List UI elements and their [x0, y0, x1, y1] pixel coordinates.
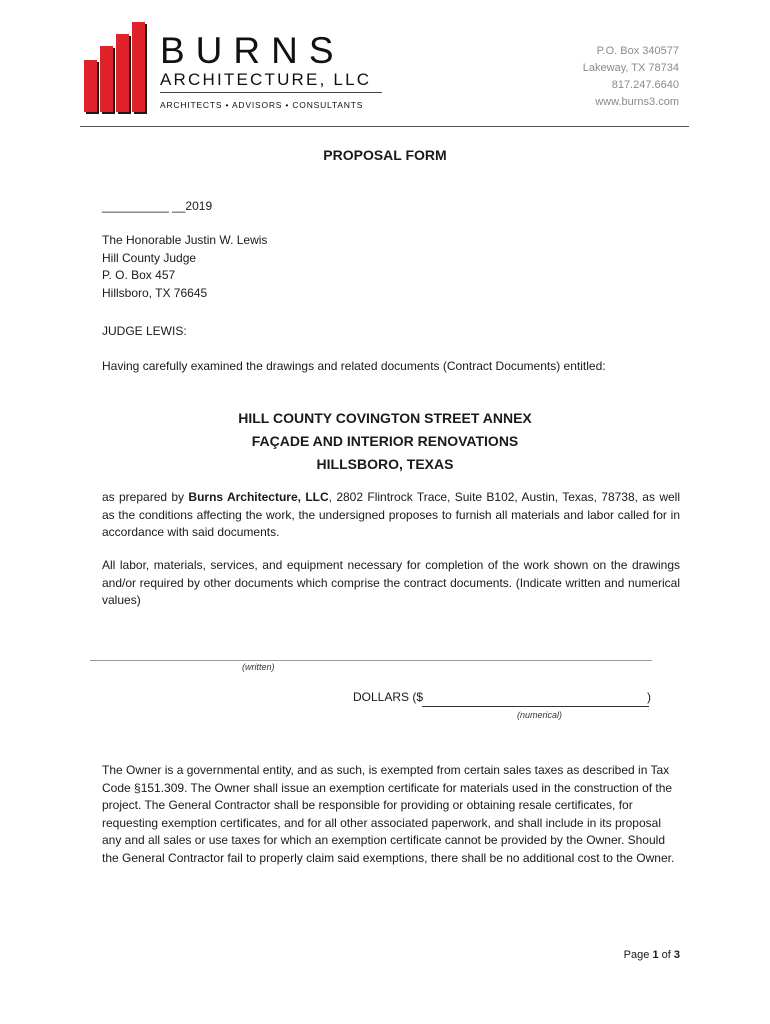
- labor-paragraph: All labor, materials, services, and equipment necessary for completion of the work shown on the drawings and/or required by other documents which comprise the contract documents. (Indicate written and numerical values): [102, 558, 680, 607]
- numerical-value-line[interactable]: [422, 706, 649, 707]
- intro-sentence: Having carefully examined the drawings and related documents (Contract Documents) entitled:: [102, 359, 606, 373]
- logo-company-name: BURNS: [160, 30, 345, 71]
- page-of-word: of: [661, 949, 671, 961]
- logo-bar-4: [132, 22, 145, 112]
- project-location: HILLSBORO, TEXAS: [316, 456, 454, 472]
- dollars-close-paren: ): [647, 690, 651, 704]
- page-number: [624, 949, 680, 961]
- page-total: 3: [673, 949, 680, 961]
- addressee-name: The Honorable Justin W. Lewis: [102, 233, 268, 247]
- contact-po-box: P.O. Box 340577: [596, 45, 679, 57]
- addressee-city: Hillsboro, TX 76645: [102, 286, 208, 300]
- addressee-po-box: P. O. Box 457: [102, 268, 176, 282]
- page-word: Page: [623, 949, 650, 961]
- logo-bar-2: [100, 46, 113, 112]
- contact-block: [583, 43, 679, 111]
- contact-phone: 817.247.6640: [611, 79, 679, 91]
- prepared-firm: Burns Architecture, LLC: [188, 490, 329, 504]
- addressee-title: Hill County Judge: [102, 251, 197, 265]
- logo-bar-1: [84, 60, 97, 112]
- logo-bar-3: [116, 34, 129, 112]
- dollars-label: DOLLARS ($: [353, 690, 424, 704]
- page-title: PROPOSAL FORM: [323, 147, 447, 163]
- contact-website: www.burns3.com: [595, 96, 679, 108]
- logo-company-subtitle: ARCHITECTURE, LLC: [160, 70, 372, 89]
- prepared-rest: , 2802 Flintrock Trace, Suite B102, Austin, Texas, 78738, as well as the conditions affecting the work, the undersigned proposes to furnish all materials and labor called for in accordance with said documents.: [102, 490, 680, 539]
- logo-divider: [160, 92, 382, 93]
- page-current: 1: [652, 949, 659, 961]
- prepared-lead: as prepared by: [102, 490, 189, 504]
- project-name: HILL COUNTY COVINGTON STREET ANNEX: [238, 410, 532, 426]
- header-divider: [80, 126, 689, 127]
- salutation: JUDGE LEWIS:: [102, 324, 187, 338]
- logo-tagline: ARCHITECTS • ADVISORS • CONSULTANTS: [160, 100, 364, 110]
- written-value-line[interactable]: [90, 660, 652, 661]
- written-label: (written): [242, 662, 275, 672]
- tax-exemption-paragraph: The Owner is a governmental entity, and as such, is exempted from certain sales taxes as described in Tax Code §151.309. The Owner shall issue an exemption certificate for materials used in the construction of the project. The General Contractor shall be responsible for providing or obtaining resale certificates, for requesting exemption certificates, and for all other associated paperwork, and shall include in its proposal any and all sales or use taxes for which an exemption certificate cannot be provided by the Owner. Should the General Contractor fail to properly claim said exemptions, there shall be no additional cost to the Owner.: [102, 763, 675, 865]
- project-scope: FAÇADE AND INTERIOR RENOVATIONS: [251, 433, 519, 449]
- contact-city: Lakeway, TX 78734: [582, 62, 679, 74]
- numerical-label: (numerical): [517, 710, 563, 720]
- prepared-by-paragraph: [102, 489, 680, 542]
- date-line: __________ __2019: [102, 199, 213, 213]
